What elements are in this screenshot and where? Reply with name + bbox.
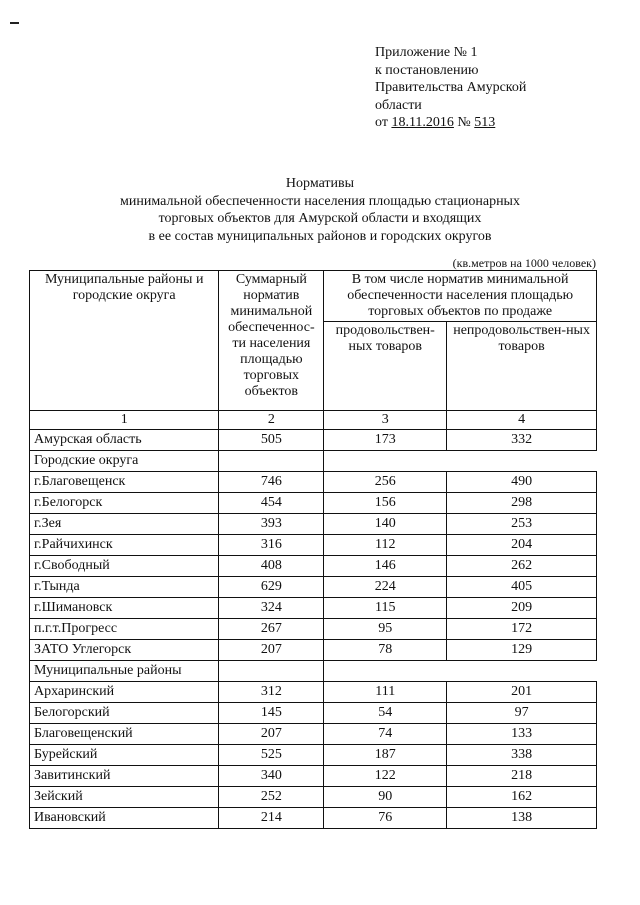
food-value: 111	[324, 682, 447, 703]
nonfood-value: 262	[447, 556, 597, 577]
food-value: 187	[324, 745, 447, 766]
index-cell: 2	[219, 411, 324, 430]
total-value: 340	[219, 766, 324, 787]
food-value: 112	[324, 535, 447, 556]
index-cell: 1	[30, 411, 219, 430]
table-row	[30, 724, 597, 745]
nonfood-value: 172	[447, 619, 597, 640]
nonfood-value: 162	[447, 787, 597, 808]
municipality-name: г.Благовещенск	[30, 472, 219, 493]
section-row	[30, 661, 597, 682]
nonfood-value: 490	[447, 472, 597, 493]
document-title	[0, 175, 640, 245]
table-row	[30, 745, 597, 766]
resolution-number: 513	[474, 115, 496, 130]
municipality-name: ЗАТО Углегорск	[30, 640, 219, 661]
title-line-4: в ее состав муниципальных районов и городских округов	[148, 228, 492, 244]
header-nonfood: непродовольствен-ных товаров	[447, 322, 597, 411]
table-row	[30, 703, 597, 724]
header-municipality: Муниципальные районы и городские округа	[30, 271, 219, 411]
table-row	[30, 640, 597, 661]
index-cell: 4	[447, 411, 597, 430]
nonfood-value: 97	[447, 703, 597, 724]
header-food: продовольствен-ных товаров	[324, 322, 447, 411]
food-value: 122	[324, 766, 447, 787]
nonfood-value: 332	[447, 430, 597, 451]
number-prefix: №	[457, 115, 471, 130]
table-row	[30, 514, 597, 535]
total-value: 207	[219, 724, 324, 745]
municipality-name: Зейский	[30, 787, 219, 808]
table-row	[30, 619, 597, 640]
total-value: 324	[219, 598, 324, 619]
index-cell: 3	[324, 411, 447, 430]
appendix-line-2: к постановлению	[375, 62, 479, 78]
municipality-name: Белогорский	[30, 703, 219, 724]
municipality-name: г.Тында	[30, 577, 219, 598]
municipality-name: Ивановский	[30, 808, 219, 829]
total-value: 252	[219, 787, 324, 808]
table-row	[30, 808, 597, 829]
total-value: 525	[219, 745, 324, 766]
table-row	[30, 430, 597, 451]
table-row	[30, 493, 597, 514]
food-value: 146	[324, 556, 447, 577]
total-value: 408	[219, 556, 324, 577]
nonfood-value: 204	[447, 535, 597, 556]
total-value: 454	[219, 493, 324, 514]
food-value: 74	[324, 724, 447, 745]
municipality-name: Амурская область	[30, 430, 219, 451]
municipality-name: г.Белогорск	[30, 493, 219, 514]
appendix-line-4: области	[375, 97, 422, 113]
food-value: 256	[324, 472, 447, 493]
table-row	[30, 598, 597, 619]
table-row	[30, 535, 597, 556]
empty-cell	[219, 661, 324, 682]
appendix-date-line	[375, 114, 526, 132]
total-value: 267	[219, 619, 324, 640]
nonfood-value: 338	[447, 745, 597, 766]
empty-cell	[219, 451, 324, 472]
nonfood-value: 253	[447, 514, 597, 535]
total-value: 629	[219, 577, 324, 598]
table-body	[30, 430, 597, 829]
table-row	[30, 577, 597, 598]
header-including: В том числе норматив минимальной обеспеченности населения площадью торговых объектов по продаже	[324, 271, 597, 322]
corner-mark	[10, 22, 19, 24]
norms-table	[29, 270, 597, 829]
food-value: 140	[324, 514, 447, 535]
appendix-block	[375, 44, 526, 132]
table-row	[30, 556, 597, 577]
section-label: Муниципальные районы	[30, 661, 219, 682]
food-value: 76	[324, 808, 447, 829]
total-value: 393	[219, 514, 324, 535]
title-line-1: Нормативы	[285, 176, 355, 191]
food-value: 224	[324, 577, 447, 598]
nonfood-value: 218	[447, 766, 597, 787]
food-value: 115	[324, 598, 447, 619]
total-value: 214	[219, 808, 324, 829]
nonfood-value: 201	[447, 682, 597, 703]
municipality-name: г.Свободный	[30, 556, 219, 577]
total-value: 505	[219, 430, 324, 451]
municipality-name: г.Зея	[30, 514, 219, 535]
municipality-name: г.Шимановск	[30, 598, 219, 619]
food-value: 90	[324, 787, 447, 808]
nonfood-value: 209	[447, 598, 597, 619]
municipality-name: г.Райчихинск	[30, 535, 219, 556]
food-value: 173	[324, 430, 447, 451]
nonfood-value: 138	[447, 808, 597, 829]
food-value: 156	[324, 493, 447, 514]
total-value: 207	[219, 640, 324, 661]
total-value: 746	[219, 472, 324, 493]
total-value: 312	[219, 682, 324, 703]
unit-note: (кв.метров на 1000 человек)	[452, 256, 596, 270]
nonfood-value: 129	[447, 640, 597, 661]
resolution-date: 18.11.2016	[391, 115, 454, 130]
nonfood-value: 133	[447, 724, 597, 745]
nonfood-value: 405	[447, 577, 597, 598]
food-value: 54	[324, 703, 447, 724]
table-row	[30, 682, 597, 703]
appendix-line-1: Приложение № 1	[375, 45, 478, 60]
table-row	[30, 766, 597, 787]
section-row	[30, 451, 597, 472]
nonfood-value: 298	[447, 493, 597, 514]
table-row	[30, 787, 597, 808]
table-row	[30, 472, 597, 493]
municipality-name: Завитинский	[30, 766, 219, 787]
date-prefix: от	[375, 115, 388, 130]
total-value: 316	[219, 535, 324, 556]
total-value: 145	[219, 703, 324, 724]
index-row	[30, 411, 597, 430]
municipality-name: п.г.т.Прогресс	[30, 619, 219, 640]
municipality-name: Бурейский	[30, 745, 219, 766]
title-line-3: торговых объектов для Амурской области и входящих	[158, 211, 482, 226]
section-label: Городские округа	[30, 451, 219, 472]
municipality-name: Благовещенский	[30, 724, 219, 745]
header-total: Суммарный норматив минимальной обеспеченнос-ти населения площадью торговых объектов	[219, 271, 324, 411]
food-value: 78	[324, 640, 447, 661]
header-row-1	[30, 271, 597, 322]
title-line-2: минимальной обеспеченности населения площадью стационарных	[120, 193, 520, 209]
appendix-line-3: Правительства Амурской	[375, 80, 527, 95]
municipality-name: Архаринский	[30, 682, 219, 703]
food-value: 95	[324, 619, 447, 640]
